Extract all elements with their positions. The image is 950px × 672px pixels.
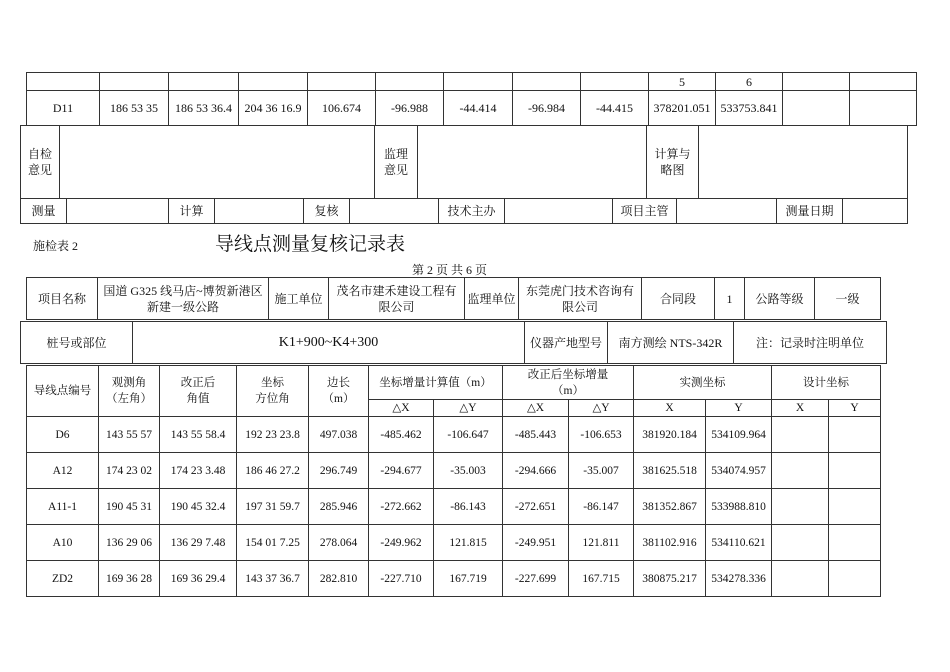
table-cell [850, 73, 917, 91]
header-azimuth: 坐标 方位角 [237, 366, 309, 417]
cell-corrected-angle: 169 36 29.4 [160, 561, 237, 597]
cell-point-no: ZD2 [27, 561, 99, 597]
supervisor-value: 东莞虎门技术咨询有限公司 [519, 278, 642, 320]
project-lead-label: 项目主管 [613, 199, 677, 224]
cell-dx-corrected: -227.699 [503, 561, 569, 597]
header-measured-coord: 实测坐标 [634, 366, 772, 400]
header-x-measured: X [634, 400, 706, 417]
survey-field[interactable] [67, 199, 169, 224]
instrument-value: 南方测绘 NTS-342R [608, 322, 734, 364]
cell-point-no: A10 [27, 525, 99, 561]
cell-dx: -249.962 [369, 525, 434, 561]
contract-label: 合同段 [642, 278, 715, 320]
grade-value: 一级 [815, 278, 881, 320]
review-field[interactable] [350, 199, 439, 224]
table-cell: -44.414 [444, 91, 513, 126]
table-cell [850, 91, 917, 126]
cell-side-length: 278.064 [309, 525, 369, 561]
cell-dy: 121.815 [434, 525, 503, 561]
cell-corrected-angle: 143 55 58.4 [160, 417, 237, 453]
calc-label: 计算 [169, 199, 215, 224]
cell-dy-corrected: 167.715 [569, 561, 634, 597]
page-info: 第 2 页 共 6 页 [412, 263, 488, 277]
table-cell [239, 73, 308, 91]
header-y-design: Y [829, 400, 881, 417]
table-cell: 5 [649, 73, 716, 91]
cell-x-design[interactable] [772, 525, 829, 561]
supervision-field[interactable] [418, 126, 647, 199]
table-cell: -44.415 [581, 91, 649, 126]
cell-side-length: 497.038 [309, 417, 369, 453]
cell-dy-corrected: -86.147 [569, 489, 634, 525]
cell-point-no: A12 [27, 453, 99, 489]
table-row [27, 417, 881, 453]
traverse-table [26, 365, 881, 597]
table-cell: 378201.051 [649, 91, 716, 126]
header-point-no: 导线点编号 [27, 366, 99, 417]
cell-observed-angle: 190 45 31 [99, 489, 160, 525]
table-cell [783, 91, 850, 126]
top-data-table [26, 72, 917, 126]
cell-observed-angle: 169 36 28 [99, 561, 160, 597]
cell-dy-corrected: 121.811 [569, 525, 634, 561]
form-code: 施检表 2 [33, 239, 79, 253]
cell-x-measured: 381102.916 [634, 525, 706, 561]
header-dy: △Y [434, 400, 503, 417]
table-cell: -96.984 [513, 91, 581, 126]
cell-observed-angle: 174 23 02 [99, 453, 160, 489]
cell-x-measured: 381352.867 [634, 489, 706, 525]
instrument-label: 仪器产地型号 [525, 322, 608, 364]
cell-y-measured: 534110.621 [706, 525, 772, 561]
table-cell [169, 73, 239, 91]
cell-dx-corrected: -485.443 [503, 417, 569, 453]
table-row [27, 73, 917, 91]
contractor-label: 施工单位 [269, 278, 329, 320]
table-cell: 533753.841 [716, 91, 783, 126]
table-cell [513, 73, 581, 91]
table-cell [783, 73, 850, 91]
table-row [27, 489, 881, 525]
table-cell: 204 36 16.9 [239, 91, 308, 126]
cell-azimuth: 192 23 23.8 [237, 417, 309, 453]
self-check-field[interactable] [60, 126, 375, 199]
grade-label: 公路等级 [745, 278, 815, 320]
cell-dx: -294.677 [369, 453, 434, 489]
cell-dx-corrected: -272.651 [503, 489, 569, 525]
opinion-table [20, 125, 908, 199]
contractor-value: 茂名市建禾建设工程有限公司 [329, 278, 465, 320]
header-dx-corrected: △X [503, 400, 569, 417]
project-name-label: 项目名称 [27, 278, 98, 320]
cell-y-measured: 534109.964 [706, 417, 772, 453]
cell-dy: -86.143 [434, 489, 503, 525]
cell-y-design[interactable] [829, 453, 881, 489]
cell-corrected-angle: 174 23 3.48 [160, 453, 237, 489]
table-cell: 186 53 36.4 [169, 91, 239, 126]
cell-observed-angle: 143 55 57 [99, 417, 160, 453]
tech-lead-field[interactable] [505, 199, 613, 224]
station-value: K1+900~K4+300 [133, 322, 525, 364]
header-x-design: X [772, 400, 829, 417]
header-side-length: 边长 （m） [309, 366, 369, 417]
cell-y-design[interactable] [829, 417, 881, 453]
self-check-label: 自检 意见 [21, 126, 60, 199]
cell-y-measured: 533988.810 [706, 489, 772, 525]
project-lead-field[interactable] [677, 199, 777, 224]
table-cell: 6 [716, 73, 783, 91]
tech-lead-label: 技术主办 [439, 199, 505, 224]
cell-point-no: D6 [27, 417, 99, 453]
cell-corrected-angle: 190 45 32.4 [160, 489, 237, 525]
cell-azimuth: 186 46 27.2 [237, 453, 309, 489]
project-info-table [26, 277, 881, 320]
header-y-measured: Y [706, 400, 772, 417]
supervision-label: 监理 意见 [375, 126, 418, 199]
table-cell [308, 73, 376, 91]
table-cell [444, 73, 513, 91]
cell-x-design[interactable] [772, 489, 829, 525]
cell-dy-corrected: -106.653 [569, 417, 634, 453]
cell-x-measured: 381625.518 [634, 453, 706, 489]
header-increment-corrected: 改正后坐标增量 （m） [503, 366, 634, 400]
cell-dx: -272.662 [369, 489, 434, 525]
table-cell [581, 73, 649, 91]
survey-date-label: 测量日期 [777, 199, 843, 224]
cell-observed-angle: 136 29 06 [99, 525, 160, 561]
cell-dx: -227.710 [369, 561, 434, 597]
cell-azimuth: 143 37 36.7 [237, 561, 309, 597]
cell-side-length: 282.810 [309, 561, 369, 597]
header-observed-angle: 观测角 （左角） [99, 366, 160, 417]
survey-date-field[interactable] [843, 199, 908, 224]
table-cell [27, 73, 100, 91]
calc-sketch-field[interactable] [699, 126, 908, 199]
station-label: 桩号或部位 [21, 322, 133, 364]
cell-y-measured: 534074.957 [706, 453, 772, 489]
table-row [27, 561, 881, 597]
header-design-coord: 设计坐标 [772, 366, 881, 400]
cell-dy: -106.647 [434, 417, 503, 453]
signature-table [20, 198, 908, 224]
cell-y-design[interactable] [829, 561, 881, 597]
header-corrected-angle: 改正后 角值 [160, 366, 237, 417]
table-cell [100, 73, 169, 91]
header-increment-calc: 坐标增量计算值（m） [369, 366, 503, 400]
calc-field[interactable] [215, 199, 304, 224]
cell-dy: 167.719 [434, 561, 503, 597]
cell-azimuth: 154 01 7.25 [237, 525, 309, 561]
review-label: 复核 [304, 199, 350, 224]
table-cell: -96.988 [376, 91, 444, 126]
table-cell [376, 73, 444, 91]
table-row [27, 91, 917, 126]
table-cell: D11 [27, 91, 100, 126]
table-row [27, 453, 881, 489]
cell-x-measured: 380875.217 [634, 561, 706, 597]
header-dy-corrected: △Y [569, 400, 634, 417]
page-title: 导线点测量复核记录表 [215, 234, 406, 255]
station-info-table [20, 321, 887, 364]
cell-dy-corrected: -35.007 [569, 453, 634, 489]
cell-x-measured: 381920.184 [634, 417, 706, 453]
note-text: 注：记录时注明单位 [734, 322, 887, 364]
cell-azimuth: 197 31 59.7 [237, 489, 309, 525]
cell-point-no: A11-1 [27, 489, 99, 525]
contract-value: 1 [715, 278, 745, 320]
survey-label: 测量 [21, 199, 67, 224]
table-cell: 106.674 [308, 91, 376, 126]
cell-dx-corrected: -249.951 [503, 525, 569, 561]
cell-dy: -35.003 [434, 453, 503, 489]
cell-corrected-angle: 136 29 7.48 [160, 525, 237, 561]
calc-sketch-label: 计算与 略图 [647, 126, 699, 199]
cell-x-design[interactable] [772, 453, 829, 489]
cell-y-design[interactable] [829, 489, 881, 525]
cell-x-design[interactable] [772, 417, 829, 453]
cell-y-design[interactable] [829, 525, 881, 561]
cell-dx: -485.462 [369, 417, 434, 453]
supervisor-label: 监理单位 [465, 278, 519, 320]
cell-dx-corrected: -294.666 [503, 453, 569, 489]
project-name-value: 国道 G325 线马店~博贺新港区新建一级公路 [98, 278, 269, 320]
header-dx: △X [369, 400, 434, 417]
table-row [27, 525, 881, 561]
cell-y-measured: 534278.336 [706, 561, 772, 597]
cell-side-length: 296.749 [309, 453, 369, 489]
table-cell: 186 53 35 [100, 91, 169, 126]
cell-x-design[interactable] [772, 561, 829, 597]
cell-side-length: 285.946 [309, 489, 369, 525]
